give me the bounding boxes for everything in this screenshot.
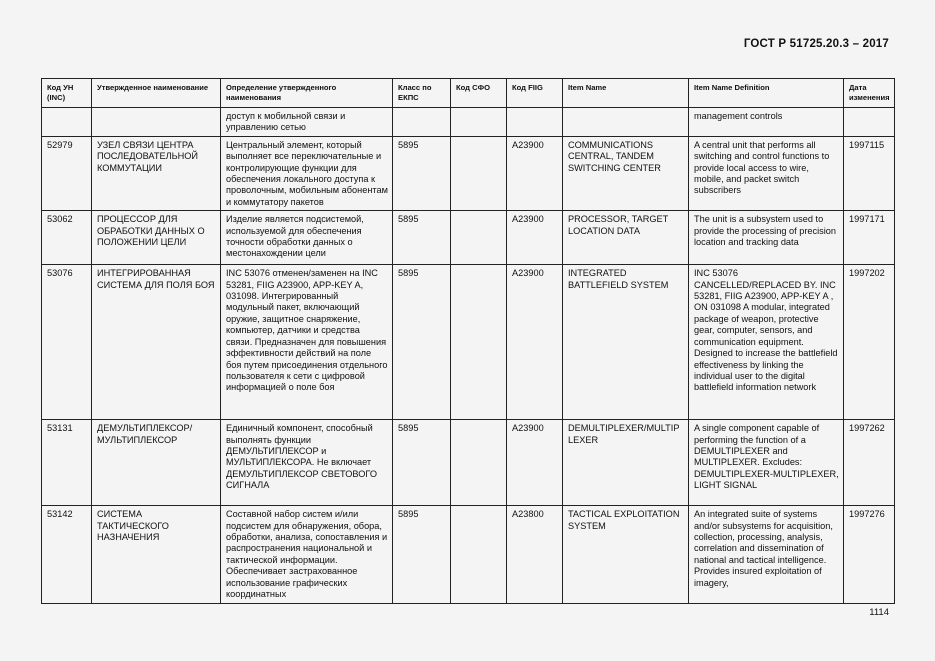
- cell-ekps: 5895: [393, 211, 451, 265]
- cell-date: [844, 108, 895, 137]
- col-header-inc: Код УН (INC): [42, 79, 92, 108]
- cell-sfo: [451, 211, 507, 265]
- cell-item-name: TACTICAL EXPLOITATION SYSTEM: [563, 506, 689, 603]
- col-header-ekps-class: Класс по ЕКПС: [393, 79, 451, 108]
- cell-date: 1997171: [844, 211, 895, 265]
- document-header: ГОСТ Р 51725.20.3 – 2017: [743, 38, 889, 50]
- cell-definition-ru: доступ к мобильной связи и управлению сетью: [221, 108, 393, 137]
- cell-fiig: A23900: [507, 265, 563, 420]
- table-row: [42, 211, 895, 265]
- cell-definition-ru: Единичный компонент, способный выполнять функции ДЕМУЛЬТИПЛЕКСОР и МУЛЬТИПЛЕКСОРА. Не включает ДЕМУЛЬТИПЛЕКСОР СВЕТОВОГО СИГНАЛА: [221, 420, 393, 506]
- cell-sfo: [451, 420, 507, 506]
- cell-date: 1997115: [844, 136, 895, 210]
- cell-definition-en: A single component capable of performing the function of a DEMULTIPLEXER and MULTIPLEXER. Excludes: DEMULTIPLEXER-MULTIPLEXER, LIGHT SIGNAL: [689, 420, 844, 506]
- cell-definition-ru: INC 53076 отменен/заменен на INC 53281, FIIG A23900, APP-KEY A, 031098. Интегрированный модульный пакет, включающий оружие, защитное снаряжение, компьютер, датчики и средства связи. Предназначен для повышения эффективности действий на поле боя путем присоединения отдельного пользователя к сети с цифровой информацией о поле боя: [221, 265, 393, 420]
- cell-fiig: A23900: [507, 211, 563, 265]
- col-header-fiig-code: Код FIIG: [507, 79, 563, 108]
- cell-sfo: [451, 108, 507, 137]
- cell-definition-en: INC 53076 CANCELLED/REPLACED BY. INC 53281, FIIG A23900, APP-KEY A , ON 031098 A modular, integrated package of weapon, protective gear, computer, sensors, and communication equipment. Designed to increase the battlefield effectiveness by linking the individual user to the digital battlefield information network: [689, 265, 844, 420]
- cell-sfo: [451, 265, 507, 420]
- cell-inc: [42, 108, 92, 137]
- col-header-approved-name: Утвержденное наименование: [92, 79, 221, 108]
- cell-item-name: INTEGRATED BATTLEFIELD SYSTEM: [563, 265, 689, 420]
- cell-sfo: [451, 506, 507, 603]
- cell-item-name: DEMULTIPLEXER/MULTIPLEXER: [563, 420, 689, 506]
- cell-inc: 53076: [42, 265, 92, 420]
- cell-definition-en: An integrated suite of systems and/or subsystems for acquisition, collection, processing, analysis, correlation and dissemination of national and tactical intelligence. Provides insured exploitation of imagery,: [689, 506, 844, 603]
- cell-definition-en: A central unit that performs all switching and control functions to provide local access to wire, mobile, and packet switch subscribers: [689, 136, 844, 210]
- cell-ekps: [393, 108, 451, 137]
- cell-definition-ru: Центральный элемент, который выполняет все переключательные и контролирующие функции для обеспечения локального доступа к проволочным, мобильным абонентам и коммутатору пакетов: [221, 136, 393, 210]
- cell-inc: 52979: [42, 136, 92, 210]
- cell-inc: 53131: [42, 420, 92, 506]
- table-row: [42, 506, 895, 603]
- col-header-item-name-definition: Item Name Definition: [689, 79, 844, 108]
- cell-date: 1997262: [844, 420, 895, 506]
- col-header-change-date: Дата изменения: [844, 79, 895, 108]
- cell-date: 1997276: [844, 506, 895, 603]
- table-row-continuation: [42, 108, 895, 137]
- cell-name-ru: СИСТЕМА ТАКТИЧЕСКОГО НАЗНАЧЕНИЯ: [92, 506, 221, 603]
- cell-name-ru: ПРОЦЕССОР ДЛЯ ОБРАБОТКИ ДАННЫХ О ПОЛОЖЕНИИ ЦЕЛИ: [92, 211, 221, 265]
- cell-fiig: A23800: [507, 506, 563, 603]
- col-header-definition: Определение утвержденного наименования: [221, 79, 393, 108]
- cell-fiig: A23900: [507, 420, 563, 506]
- col-header-sfo-code: Код СФО: [451, 79, 507, 108]
- table-header-row: [42, 79, 895, 108]
- table-row: [42, 136, 895, 210]
- cell-definition-ru: Изделие является подсистемой, используемой для обеспечения точности обработки данных о местонахождении цели: [221, 211, 393, 265]
- cell-name-ru: [92, 108, 221, 137]
- cell-fiig: [507, 108, 563, 137]
- table-row: [42, 265, 895, 420]
- cell-item-name: [563, 108, 689, 137]
- cell-fiig: A23900: [507, 136, 563, 210]
- cell-item-name: COMMUNICATIONS CENTRAL, TANDEM SWITCHING CENTER: [563, 136, 689, 210]
- cell-definition-en: The unit is a subsystem used to provide the processing of precision location and tracking data: [689, 211, 844, 265]
- cell-definition-ru: Составной набор систем и/или подсистем для обнаружения, обора, обработки, анализа, сопоставления и распространения национальной и тактической информации. Обеспечивает застрахованное использование графических координатных: [221, 506, 393, 603]
- cell-name-ru: ИНТЕГРИРОВАННАЯ СИСТЕМА ДЛЯ ПОЛЯ БОЯ: [92, 265, 221, 420]
- cell-ekps: 5895: [393, 420, 451, 506]
- page-number: 1114: [869, 607, 889, 618]
- classification-table: [41, 78, 895, 604]
- cell-name-ru: ДЕМУЛЬТИПЛЕКСОР/МУЛЬТИПЛЕКСОР: [92, 420, 221, 506]
- cell-definition-en: management controls: [689, 108, 844, 137]
- cell-ekps: 5895: [393, 265, 451, 420]
- cell-inc: 53062: [42, 211, 92, 265]
- cell-ekps: 5895: [393, 136, 451, 210]
- cell-item-name: PROCESSOR, TARGET LOCATION DATA: [563, 211, 689, 265]
- col-header-item-name: Item Name: [563, 79, 689, 108]
- table-row: [42, 420, 895, 506]
- cell-date: 1997202: [844, 265, 895, 420]
- cell-ekps: 5895: [393, 506, 451, 603]
- cell-sfo: [451, 136, 507, 210]
- cell-name-ru: УЗЕЛ СВЯЗИ ЦЕНТРА ПОСЛЕДОВАТЕЛЬНОЙ КОММУТАЦИИ: [92, 136, 221, 210]
- cell-inc: 53142: [42, 506, 92, 603]
